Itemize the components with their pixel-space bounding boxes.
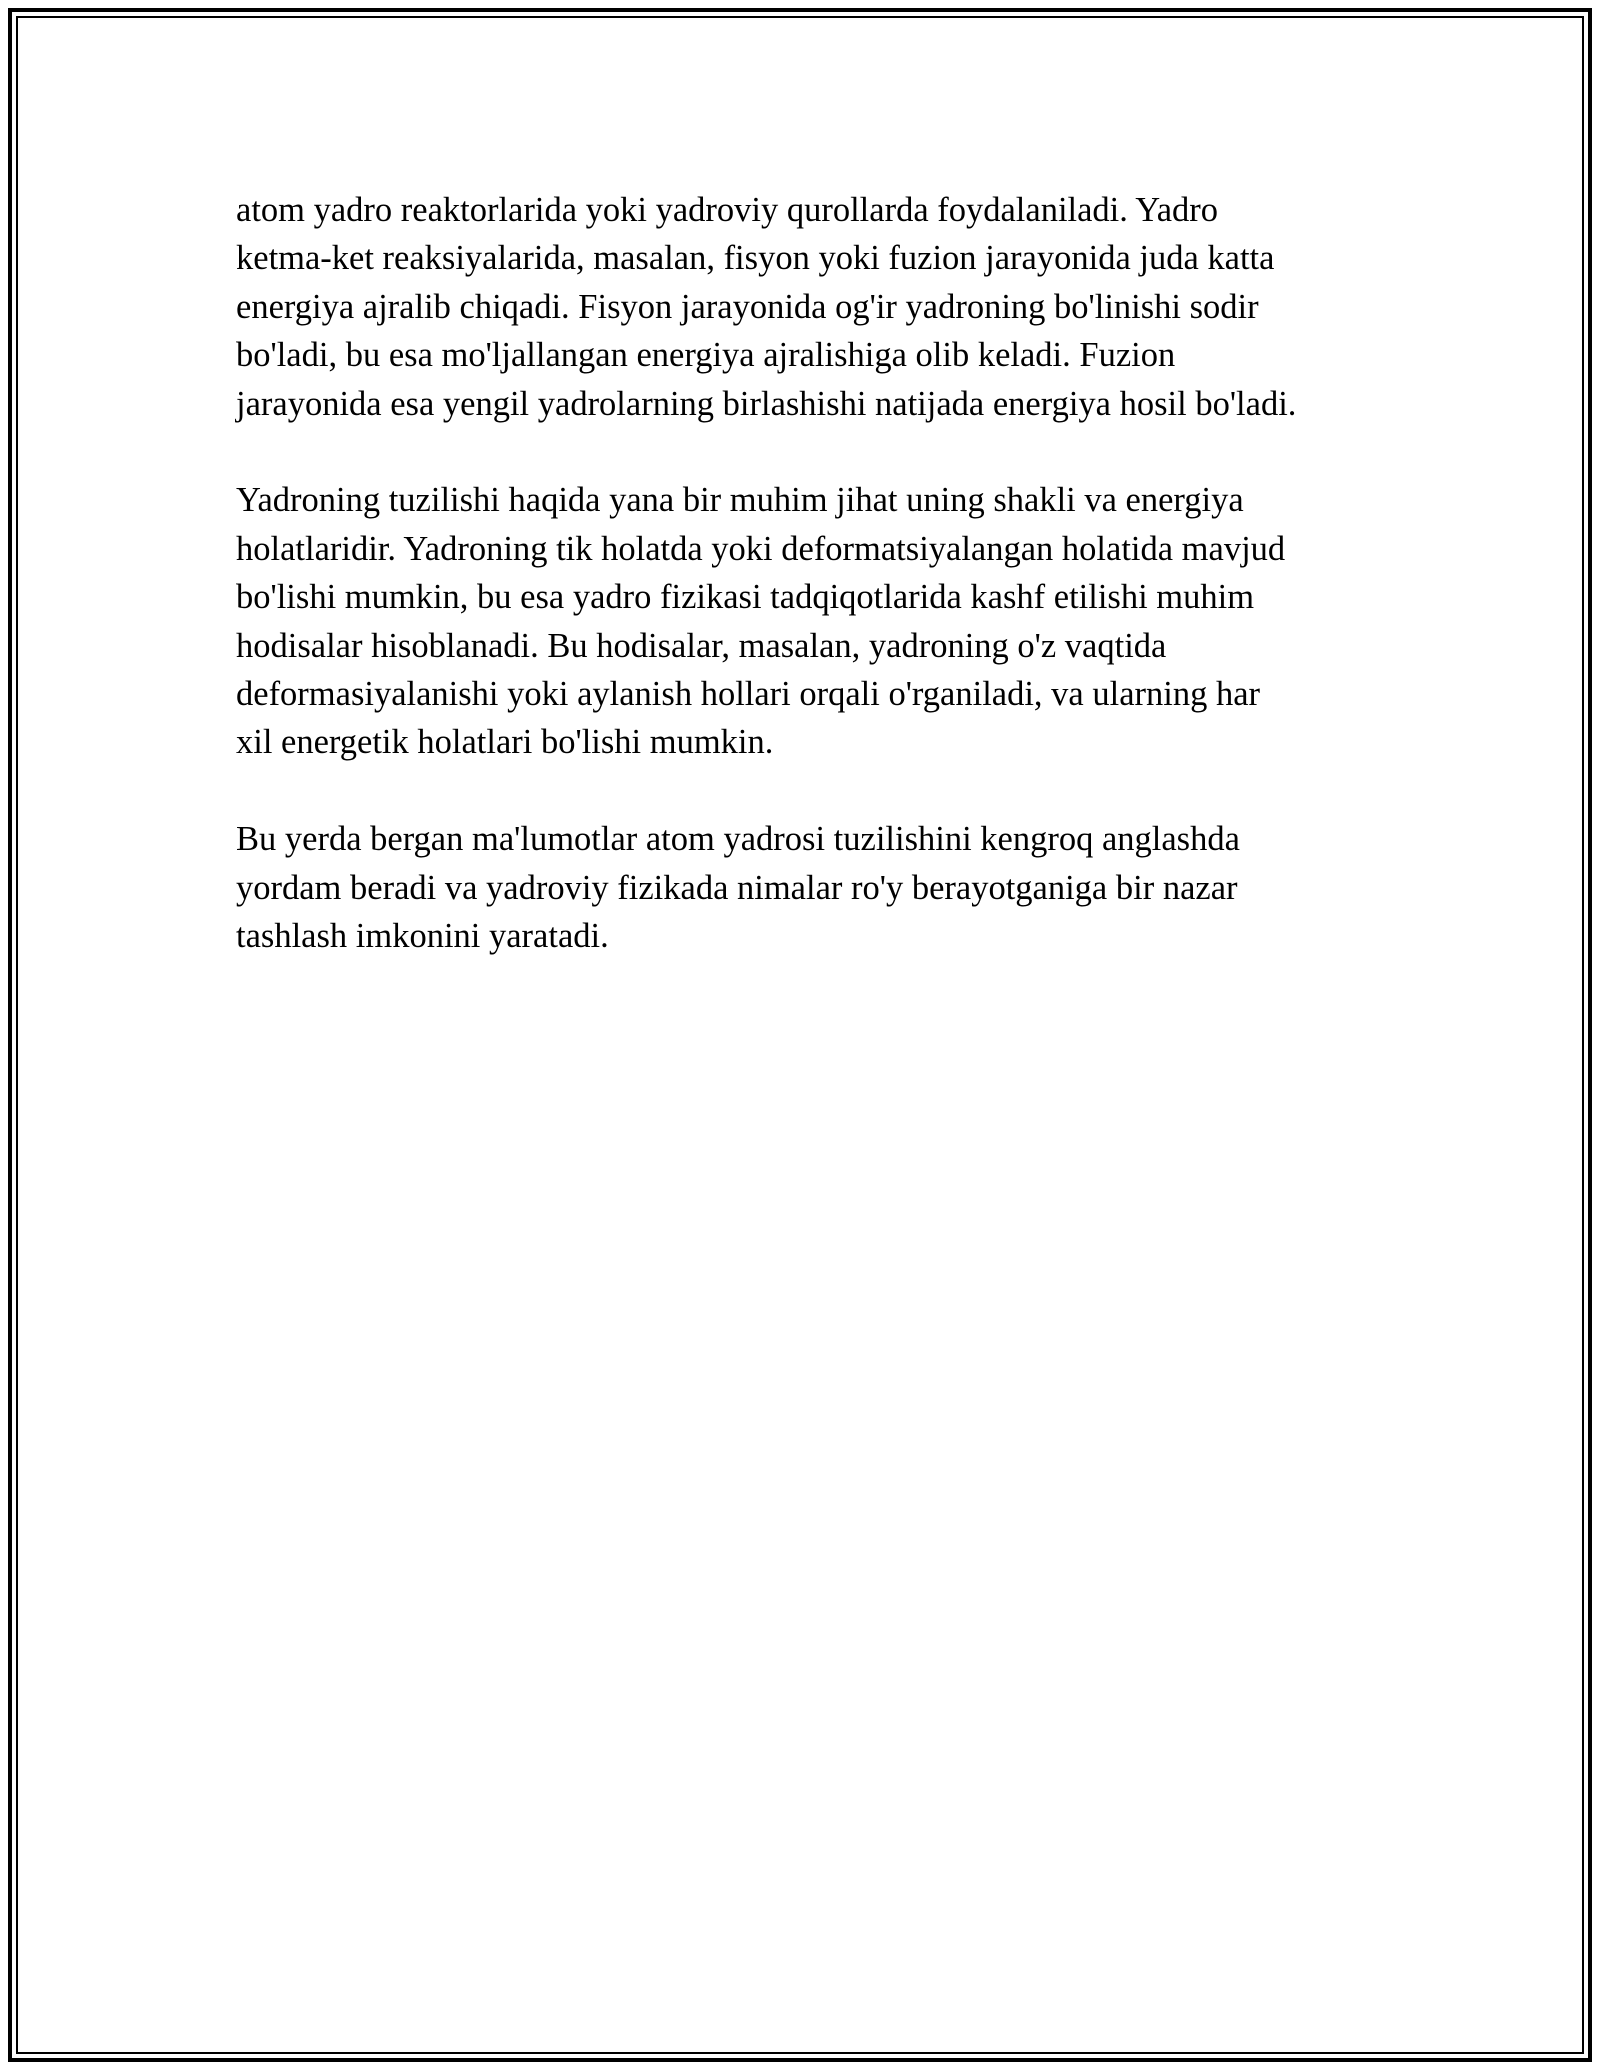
- text-line: ketma-ket reaksiyalarida, masalan, fisyon yoki fuzion jarayonida juda katta: [236, 239, 1275, 278]
- text-line: deformasiyalanishi yoki aylanish hollari orqali o'rganiladi, va ularning har: [236, 675, 1261, 714]
- paragraph-2: [236, 476, 1386, 766]
- paragraph-3: [236, 815, 1386, 960]
- text-line: bo'lishi mumkin, bu esa yadro fizikasi tadqiqotlarida kashf etilishi muhim: [236, 578, 1255, 617]
- text-line: yordam beradi va yadroviy fizikada nimalar ro'y berayotganiga bir nazar: [236, 868, 1238, 907]
- text-line: xil energetik holatlari bo'lishi mumkin.: [236, 723, 774, 762]
- text-line: jarayonida esa yengil yadrolarning birlashishi natijada energiya hosil bo'ladi.: [236, 384, 1297, 423]
- text-line: Yadroning tuzilishi haqida yana bir muhim jihat uning shakli va energiya: [236, 481, 1244, 520]
- text-line: holatlaridir. Yadroning tik holatda yoki deformatsiyalangan holatida mavjud: [236, 529, 1286, 568]
- text-line: energiya ajralib chiqadi. Fisyon jarayonida og'ir yadroning bo'linishi sodir: [236, 287, 1259, 326]
- document-body: [236, 186, 1386, 1009]
- paragraph-1: [236, 186, 1386, 428]
- text-line: bo'ladi, bu esa mo'ljallangan energiya ajralishiga olib keladi. Fuzion: [236, 336, 1176, 375]
- text-line: hodisalar hisoblanadi. Bu hodisalar, masalan, yadroning o'z vaqtida: [236, 626, 1167, 665]
- text-line: Bu yerda bergan ma'lumotlar atom yadrosi tuzilishini kengroq anglashda: [236, 820, 1240, 859]
- text-line: tashlash imkonini yaratadi.: [236, 917, 609, 956]
- text-line: atom yadro reaktorlarida yoki yadroviy qurollarda foydalaniladi. Yadro: [236, 191, 1219, 229]
